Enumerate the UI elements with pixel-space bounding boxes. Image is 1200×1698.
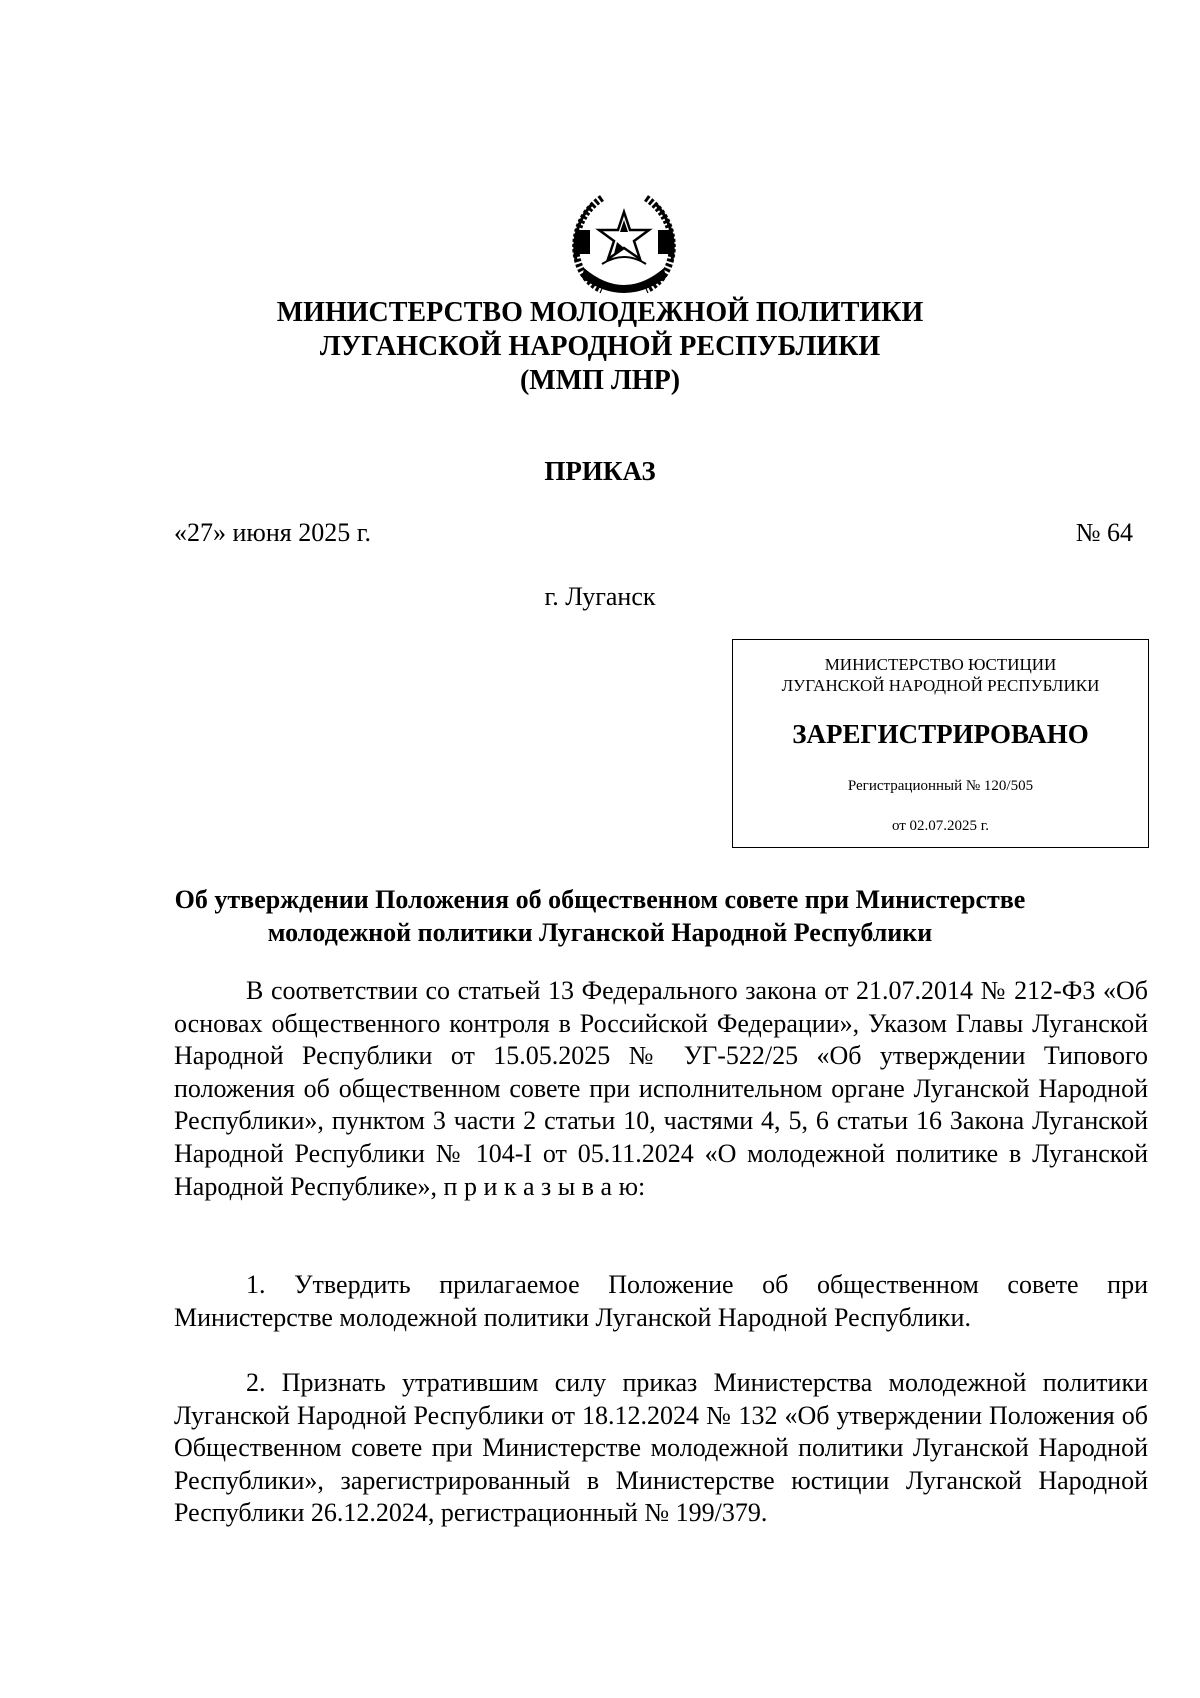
ministry-name [100, 296, 1100, 398]
preamble-paragraph: В соответствии со статьей 13 Федерального закона от 21.07.2014 № 212-ФЗ «Об основах общественного контроля в Российской Федерации», Указом Главы Луганской Народной Республики от 15.05.2025 № УГ-522/25 «Об утверждении Типового положения об общественном совете при исполнительном органе Луганской Народной Республики», пунктом 3 части 2 статьи 10, частями 4, 5, 6 статьи 16 Закона Луганской Народной Республики № 104-I от 05.11.2024 «О молодежной политике в Луганской Народной Республике», п р и к а з ы в а ю: [174, 976, 1148, 1201]
stamp-ministry-line2: ЛУГАНСКОЙ НАРОДНОЙ РЕСПУБЛИКИ [781, 676, 1100, 695]
city: г. Луганск [544, 582, 656, 611]
registration-stamp [732, 639, 1149, 848]
stamp-title: ЗАРЕГИСТРИРОВАНО [792, 719, 1089, 749]
order-subject-line2: молодежной политики Луганской Народной Республики [267, 918, 933, 947]
ministry-abbreviation: (ММП ЛНР) [519, 365, 681, 396]
ministry-name-line1: МИНИСТЕРСТВО МОЛОДЕЖНОЙ ПОЛИТИКИ [276, 297, 924, 328]
order-number: № 64 [1075, 518, 1133, 547]
order-date: «27» июня 2025 г. [174, 518, 371, 547]
clause-2-paragraph: 2. Признать утратившим силу приказ Министерства молодежной политики Луганской Народной Республики от 18.12.2024 № 132 «Об утверждении Положения об Общественном совете при Министерстве молодежной политики Луганской Народной Республики», зарегистрированный в Министерстве юстиции Луганской Народной Республики 26.12.2024, регистрационный № 199/379. [174, 1368, 1148, 1528]
order-subject [100, 883, 1100, 949]
document-type: ПРИКАЗ [544, 456, 656, 486]
order-subject-line1: Об утверждении Положения об общественном совете при Министерстве [174, 885, 1026, 914]
clause-1-paragraph: 1. Утвердить прилагаемое Положение об общественном совете при Министерстве молодежной политики Луганской Народной Республики. [174, 1270, 1148, 1332]
ministry-name-line2: ЛУГАНСКОЙ НАРОДНОЙ РЕСПУБЛИКИ [319, 331, 881, 362]
stamp-date: от 02.07.2025 г. [891, 818, 990, 834]
stamp-ministry-line1: МИНИСТЕРСТВО ЮСТИЦИИ [824, 655, 1057, 674]
stamp-registration-number: Регистрационный № 120/505 [847, 778, 1034, 794]
coat-of-arms-emblem [562, 190, 686, 298]
